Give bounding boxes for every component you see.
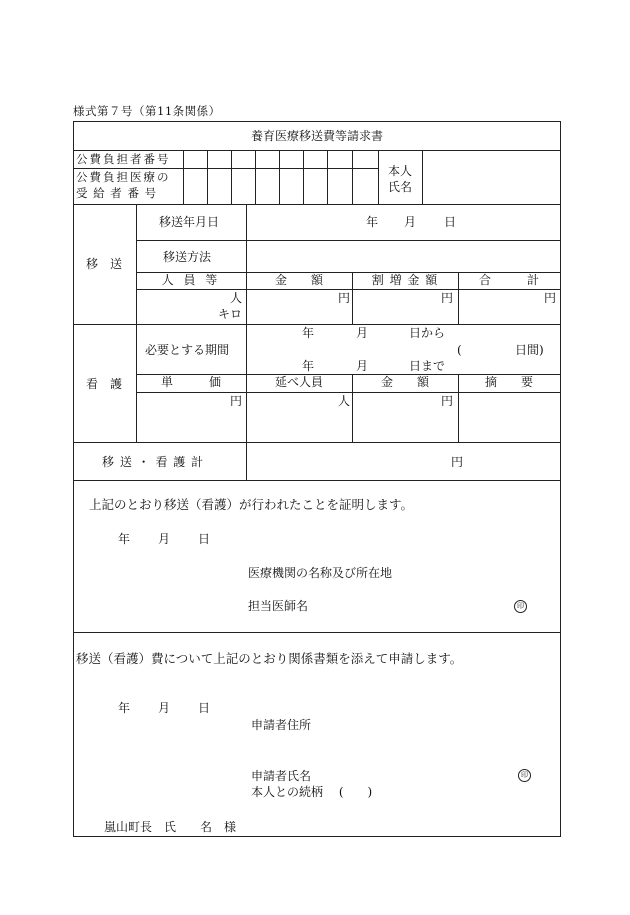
divider <box>327 150 328 204</box>
divider <box>74 168 378 169</box>
certification-statement: 上記のとおり移送（看護）が行われたことを証明します。 <box>89 497 414 512</box>
transport-date-month: 月 <box>404 215 417 229</box>
period-until-year: 年 <box>302 359 315 373</box>
divider <box>74 204 560 205</box>
col-header-amount: 金 額 <box>274 273 323 287</box>
period-days-close: 日間) <box>515 343 544 357</box>
doctor-name-label: 担当医師名 <box>248 599 309 613</box>
col-header-persons: 延べ人員 <box>274 375 323 389</box>
divider <box>352 374 353 442</box>
divider <box>136 392 560 393</box>
divider <box>458 374 459 442</box>
unit-yen-price: 円 <box>230 394 243 408</box>
payer-number-label: 公費負担者番号 <box>76 152 171 166</box>
transport-method-label: 移送方法 <box>163 250 212 264</box>
divider <box>74 480 560 481</box>
divider <box>231 150 232 204</box>
period-from-label: 日から <box>409 326 446 340</box>
transport-date-label: 移送年月日 <box>159 215 220 229</box>
col-header-people: 人 員 等 <box>161 273 221 287</box>
app-date-day: 日 <box>198 701 211 715</box>
col-header-remarks: 摘 要 <box>484 375 533 389</box>
divider <box>352 272 353 324</box>
transport-date-day: 日 <box>444 215 457 229</box>
recipient-number-label-1: 公費負担医療の <box>76 170 171 184</box>
divider <box>352 150 353 204</box>
divider <box>303 150 304 204</box>
period-from-month: 月 <box>356 326 369 340</box>
relation-label: 本人との続柄 ( ) <box>251 785 373 799</box>
divider <box>136 204 137 324</box>
applicant-address-label: 申請者住所 <box>251 718 312 732</box>
unit-yen-nursing: 円 <box>441 394 454 408</box>
divider <box>458 272 459 324</box>
divider <box>246 324 247 374</box>
transport-section-label: 移 送 <box>86 257 123 271</box>
divider <box>136 289 560 290</box>
grand-total-yen: 円 <box>451 455 464 469</box>
payer-number-digit[interactable] <box>184 151 206 167</box>
col-header-surcharge: 割 増 金 額 <box>371 273 439 287</box>
recipient-number-label-2: 受 給 者 番 号 <box>76 186 158 200</box>
app-date-month: 月 <box>158 701 171 715</box>
grand-total-label: 移 送 ・ 看 護 計 <box>102 455 205 469</box>
recipient-number-digit[interactable] <box>184 169 206 203</box>
doctor-seal-mark: 印 <box>514 600 527 613</box>
col-header-nursing-amount: 金 額 <box>380 375 429 389</box>
nursing-section-label: 看 護 <box>86 377 123 391</box>
period-until-label: 日まで <box>409 359 446 373</box>
col-header-total: 合 計 <box>478 273 539 287</box>
period-days-open: ( <box>457 343 462 357</box>
application-statement: 移送（看護）費について上記のとおり関係書類を添えて申請します。 <box>76 651 463 666</box>
request-form <box>73 121 561 837</box>
divider <box>207 150 208 204</box>
divider <box>246 272 247 324</box>
col-header-unit-price: 単 価 <box>160 375 221 389</box>
divider <box>255 150 256 204</box>
period-until-month: 月 <box>356 359 369 373</box>
unit-yen-total: 円 <box>544 291 557 305</box>
unit-yen-amount: 円 <box>338 291 351 305</box>
applicant-seal-mark: 印 <box>518 769 531 782</box>
transport-date-year: 年 <box>366 215 379 229</box>
unit-person-nursing: 人 <box>338 394 351 408</box>
cert-date-day: 日 <box>198 532 211 546</box>
divider <box>279 150 280 204</box>
applicant-name-label: 申請者氏名 <box>251 769 312 783</box>
patient-name-field[interactable] <box>423 151 559 203</box>
addressee: 嵐山町長 氏 名 様 <box>104 820 237 834</box>
unit-person: 人 <box>230 291 243 305</box>
transport-method-field[interactable] <box>247 241 559 271</box>
divider <box>378 150 379 204</box>
cert-date-year: 年 <box>118 532 131 546</box>
divider <box>74 442 560 443</box>
period-from-year: 年 <box>302 326 315 340</box>
patient-name-label-1: 本人 <box>388 164 413 178</box>
form-number-label: 様式第７号（第11条関係） <box>73 104 221 118</box>
nursing-period-label: 必要とする期間 <box>145 343 230 357</box>
divider <box>74 632 560 633</box>
divider <box>246 442 247 480</box>
cert-date-month: 月 <box>158 532 171 546</box>
patient-name-label-2: 氏名 <box>388 180 413 194</box>
app-date-year: 年 <box>118 701 131 715</box>
divider <box>246 374 247 442</box>
institution-label: 医療機関の名称及び所在地 <box>248 566 393 580</box>
unit-km: キロ <box>218 307 243 321</box>
divider <box>74 324 560 325</box>
unit-yen-surcharge: 円 <box>441 291 454 305</box>
form-title: 養育医療移送費等請求書 <box>250 129 383 143</box>
